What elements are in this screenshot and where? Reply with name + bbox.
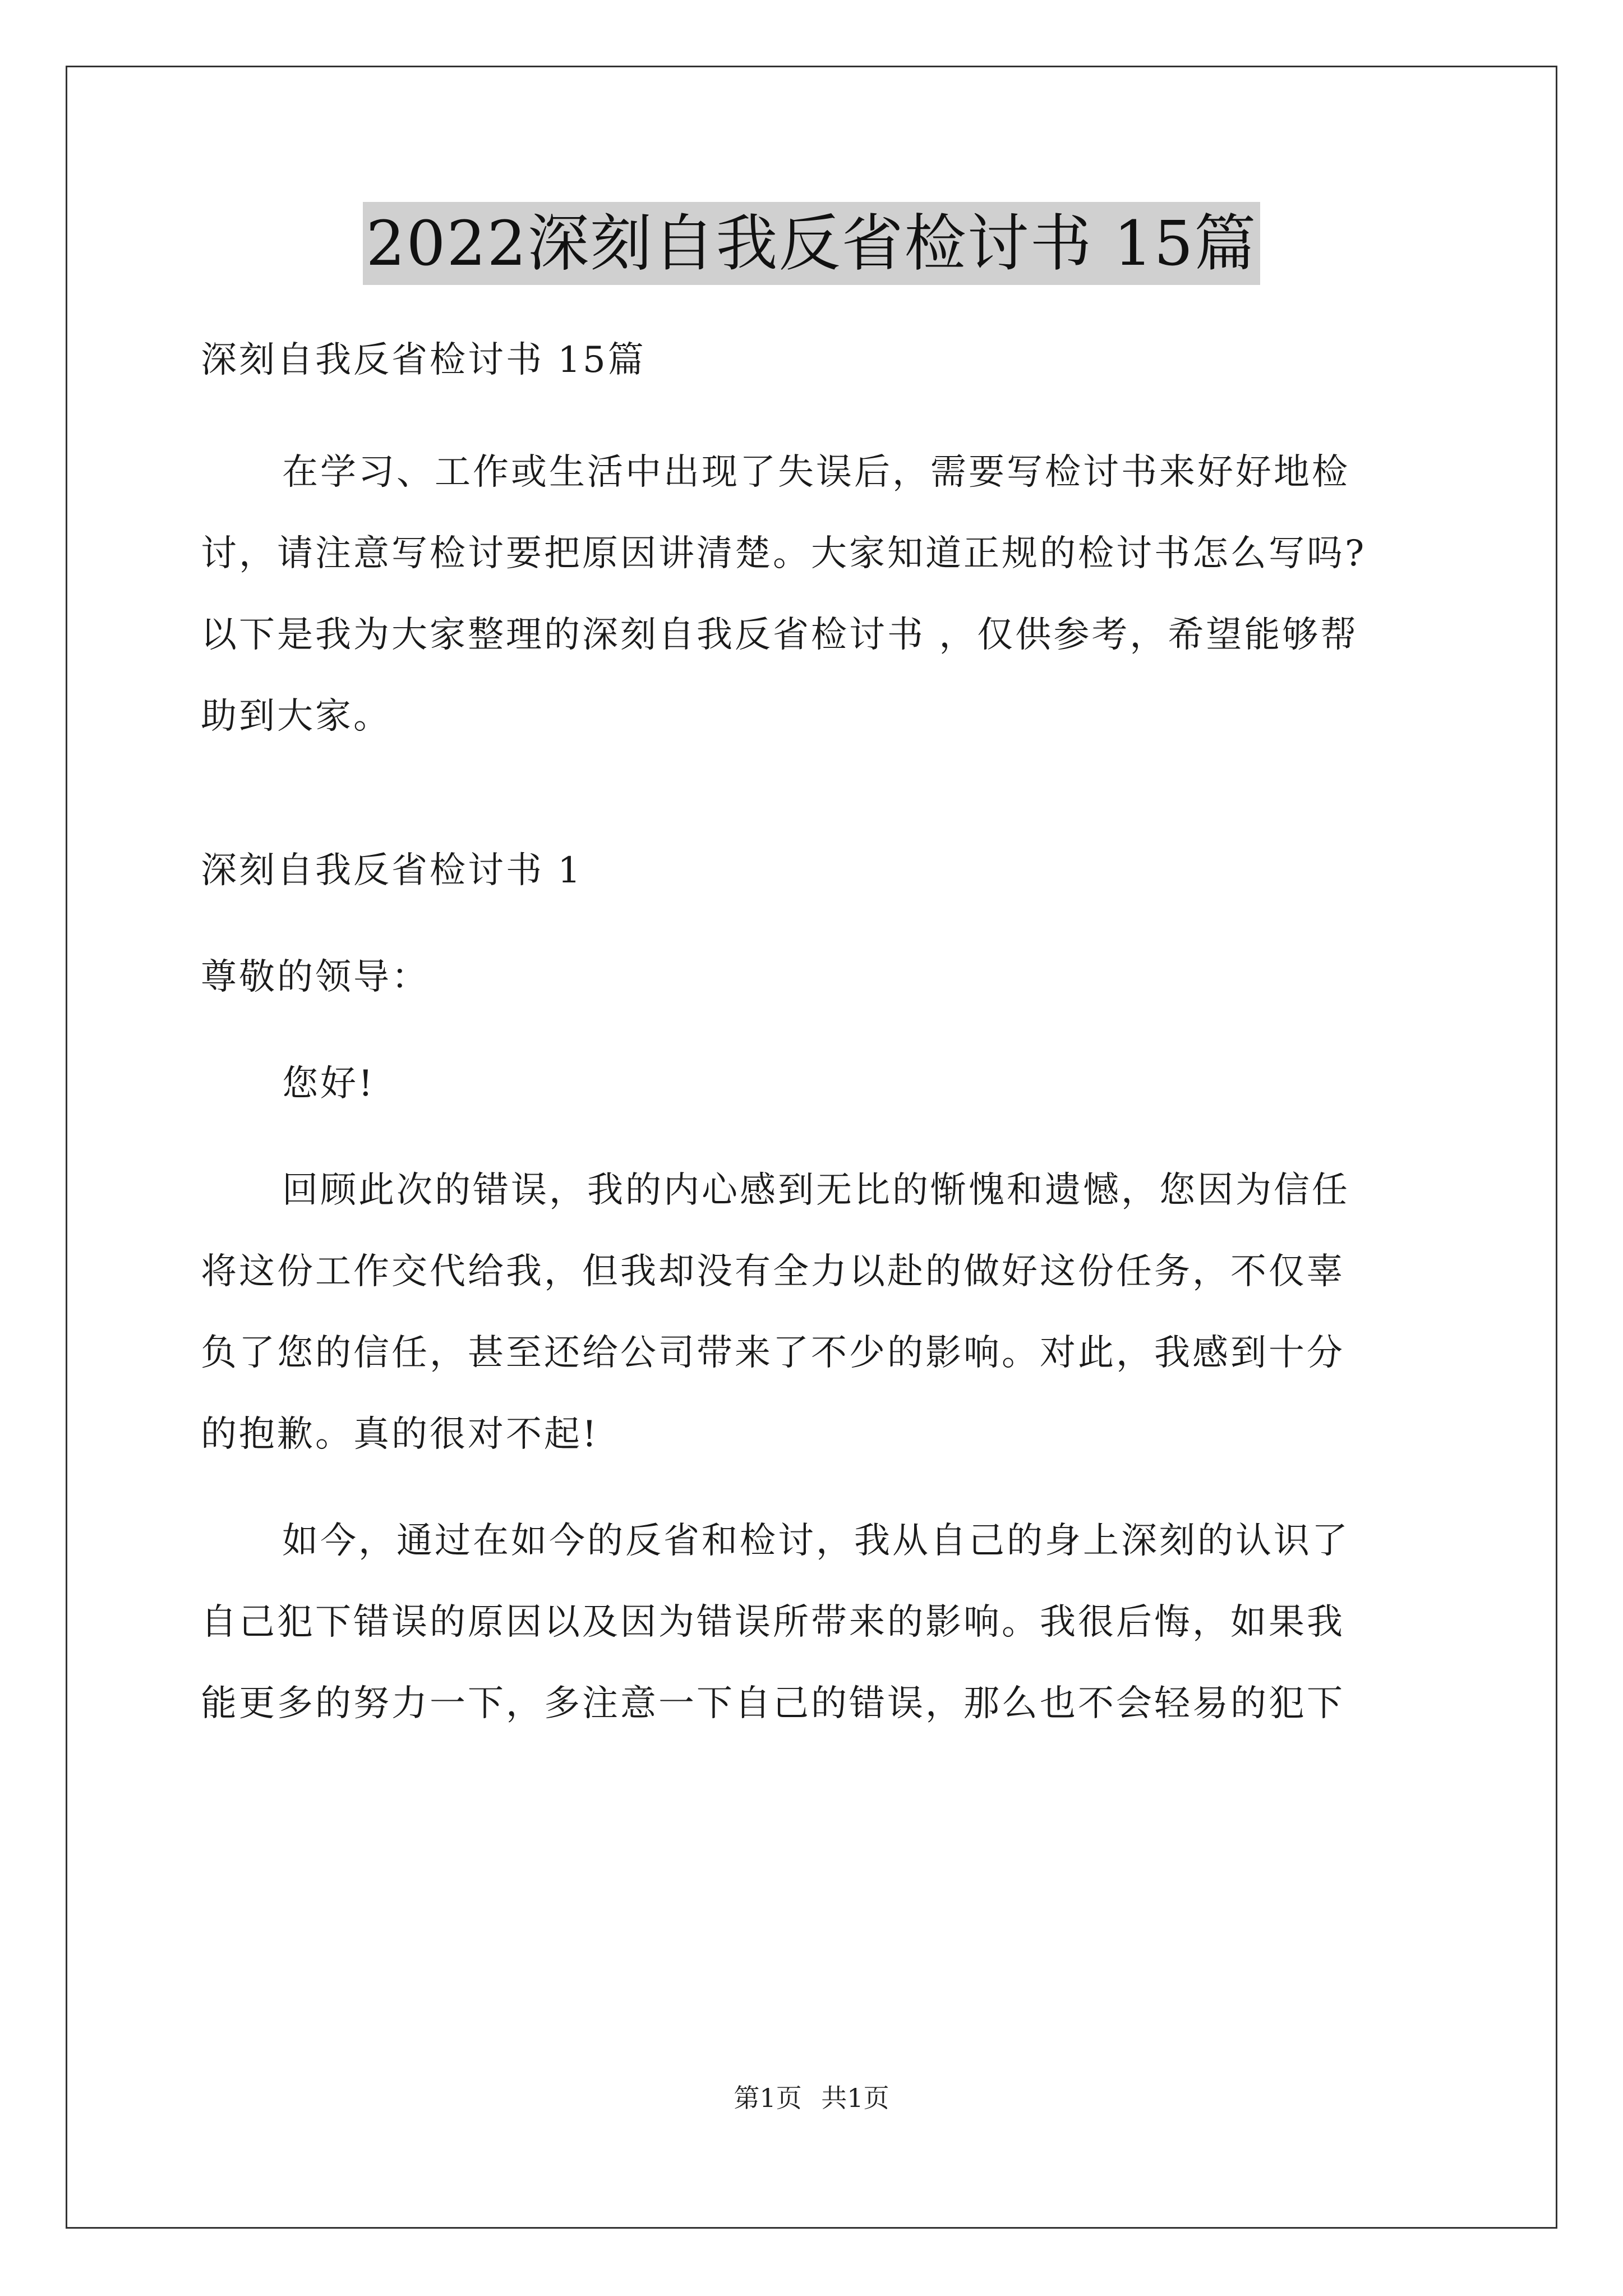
- document-title: 2022深刻自我反省检讨书 15篇: [363, 202, 1261, 285]
- paragraph-line: 的抱歉。真的很对不起!: [201, 1414, 599, 1455]
- salutation: 尊敬的领导：: [201, 956, 430, 998]
- paragraph-line: 讨，请注意写检讨要把原因讲清楚。大家知道正规的检讨书怎么写吗?: [201, 533, 1367, 574]
- greeting: 您好!: [282, 1063, 375, 1105]
- paragraph-line: 如今，通过在如今的反省和检讨，我从自己的身上深刻的认识了: [282, 1520, 1350, 1562]
- paragraph-line: 以下是我为大家整理的深刻自我反省检讨书 ，仅供参考，希望能够帮: [201, 614, 1359, 656]
- paragraph-line: 回顾此次的错误，我的内心感到无比的惭愧和遗憾，您因为信任: [282, 1170, 1350, 1211]
- section-heading: 深刻自我反省检讨书 1: [201, 850, 583, 891]
- intro-paragraph: [201, 432, 1435, 757]
- paragraph-line: 在学习、工作或生活中出现了失误后，需要写检讨书来好好地检: [282, 452, 1350, 493]
- paragraph-line: 助到大家。: [201, 696, 391, 737]
- paragraph-line: 将这份工作交代给我，但我却没有全力以赴的做好这份任务，不仅辜: [201, 1251, 1345, 1292]
- document-subtitle: 深刻自我反省检讨书 15篇: [201, 339, 646, 381]
- page-footer: 第1页 共1页: [734, 2083, 889, 2113]
- title-container: [0, 202, 1623, 285]
- paragraph-line: 能更多的努力一下，多注意一下自己的错误，那么也不会轻易的犯下: [201, 1683, 1345, 1724]
- body-paragraph-2: [201, 1501, 1435, 1745]
- body-paragraph-1: [201, 1150, 1435, 1475]
- paragraph-line: 自己犯下错误的原因以及因为错误所带来的影响。我很后悔，如果我: [201, 1602, 1345, 1643]
- paragraph-line: 负了您的信任，甚至还给公司带来了不少的影响。对此，我感到十分: [201, 1332, 1345, 1374]
- document-body: [201, 303, 1435, 1745]
